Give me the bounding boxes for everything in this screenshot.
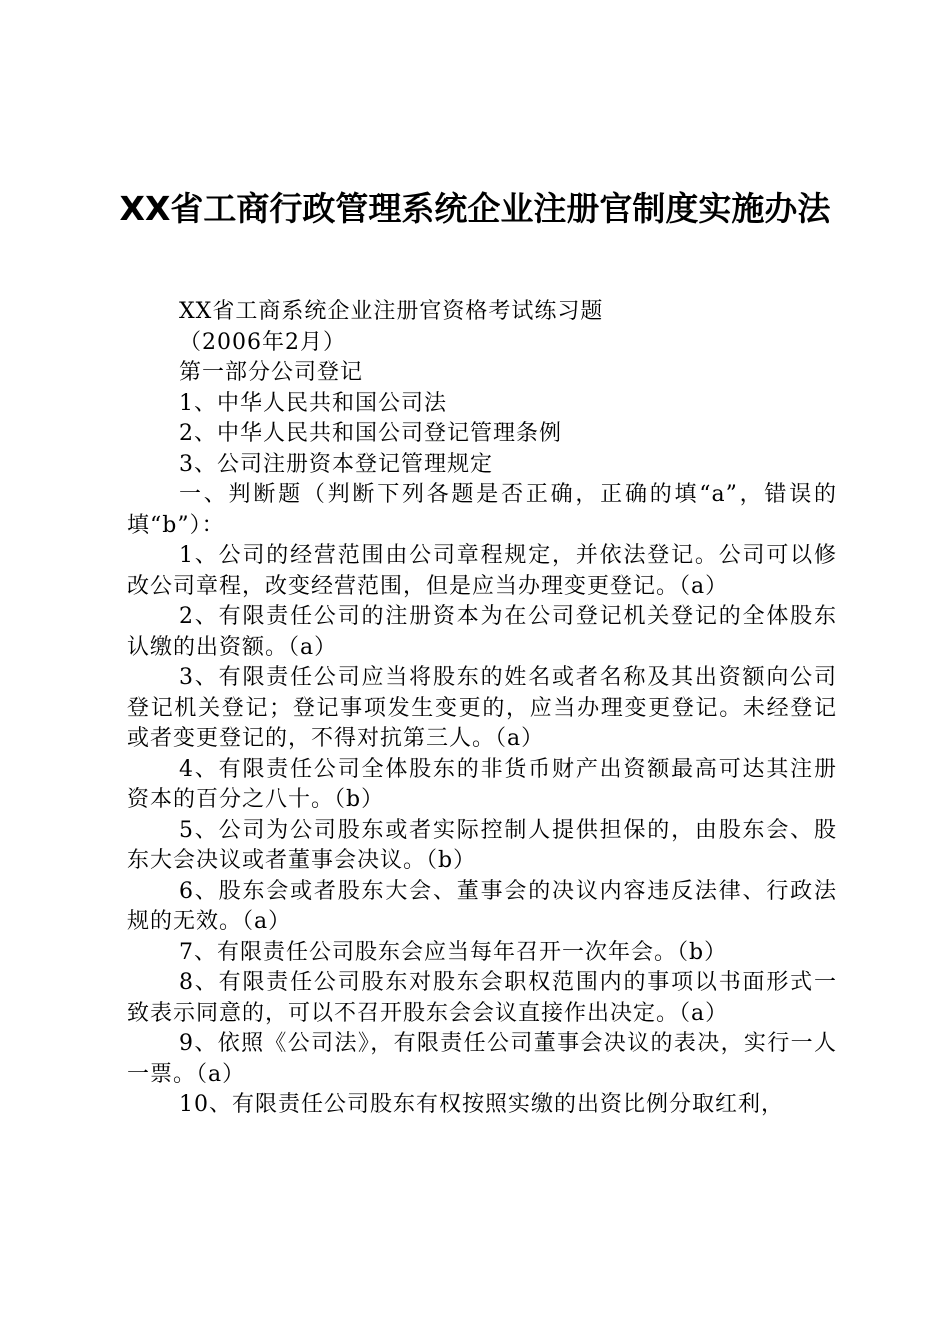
paragraph: 一、判断题（判断下列各题是否正确，正确的填“a”，错误的填“b”）：	[127, 482, 837, 538]
paragraph: 8、有限责任公司股东对股东会职权范围内的事项以书面形式一致表示同意的，可以不召开股东会会议直接作出决定。（a）	[127, 970, 837, 1026]
document-title: XX省工商行政管理系统企业注册官制度实施办法	[119, 189, 831, 228]
paragraph: 4、有限责任公司全体股东的非货币财产出资额最高可达其注册资本的百分之八十。（b）	[127, 756, 837, 812]
paragraph: 2、中华人民共和国公司登记管理条例	[179, 421, 562, 446]
paragraph: （2006年2月）	[179, 329, 346, 355]
paragraph: 10、有限责任公司股东有权按照实缴的出资比例分取红利，	[179, 1092, 784, 1117]
paragraph: 第一部分公司登记	[179, 360, 364, 385]
paragraph: 5、公司为公司股东或者实际控制人提供担保的，由股东会、股东大会决议或者董事会决议。（b）	[127, 817, 837, 873]
paragraph: 7、有限责任公司股东会应当每年召开一次年会。（b）	[179, 939, 728, 965]
paragraph: 1、中华人民共和国公司法	[179, 390, 447, 416]
paragraph: 3、公司注册资本登记管理规定	[179, 451, 493, 477]
paragraph: 2、有限责任公司的注册资本为在公司登记机关登记的全体股东认缴的出资额。（a）	[127, 604, 837, 660]
paragraph: 9、依照《公司法》，有限责任公司董事会决议的表决，实行一人一票。（a）	[127, 1031, 837, 1087]
paragraph: XX省工商系统企业注册官资格考试练习题	[179, 299, 604, 324]
document-body	[127, 297, 837, 1121]
paragraph: 1、公司的经营范围由公司章程规定，并依法登记。公司可以修改公司章程，改变经营范围，但是应当办理变更登记。（a）	[127, 543, 837, 599]
paragraph: 6、股东会或者股东大会、董事会的决议内容违反法律、行政法规的无效。（a）	[127, 878, 837, 934]
paragraph: 3、有限责任公司应当将股东的姓名或者名称及其出资额向公司登记机关登记；登记事项发生变更的，应当办理变更登记。未经登记或者变更登记的，不得对抗第三人。（a）	[127, 665, 837, 751]
